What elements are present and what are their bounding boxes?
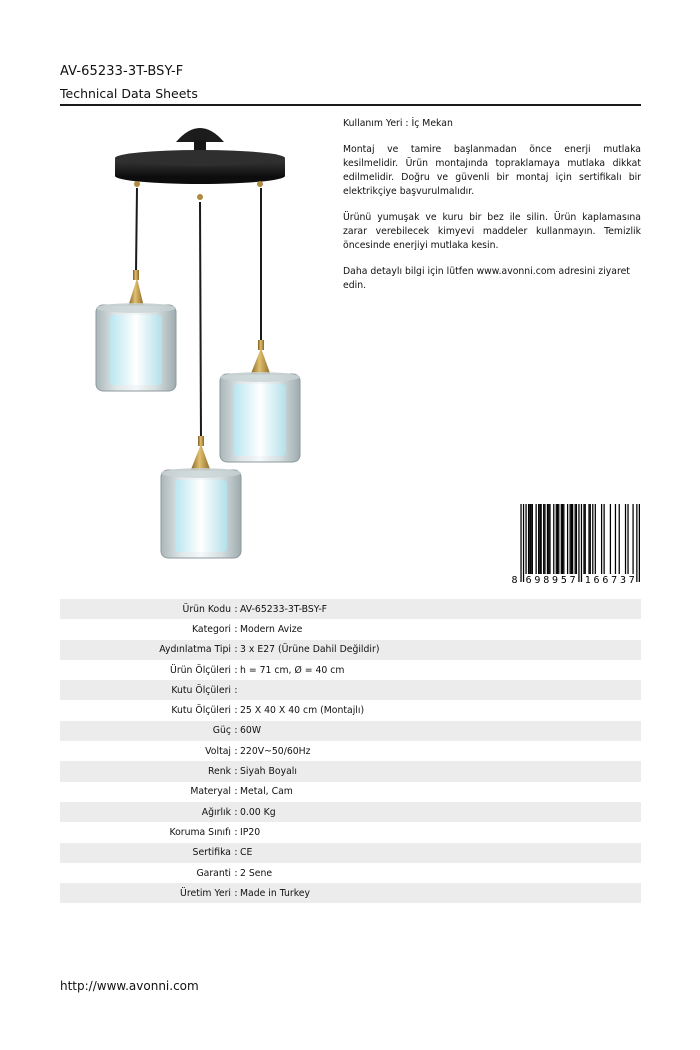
- barcode-bar: [625, 504, 626, 574]
- spec-label: Renk: [207, 766, 231, 778]
- barcode-digit: 3: [619, 575, 627, 584]
- barcode-bar: [571, 504, 572, 574]
- barcode-digit: 8: [511, 575, 518, 584]
- barcode-bar: [520, 504, 521, 582]
- spec-value: 2 Sene: [240, 867, 273, 879]
- spec-separator: :: [234, 684, 238, 696]
- barcode-bar: [549, 504, 550, 574]
- barcode-bar: [547, 504, 548, 574]
- chandelier-product-image: [60, 112, 345, 582]
- barcode-bar: [548, 504, 549, 574]
- spec-value: 0.00 Kg: [240, 806, 276, 818]
- barcode-digit: 8: [543, 575, 550, 584]
- spec-row: [60, 619, 641, 639]
- barcode-bar: [529, 504, 530, 574]
- barcode-bar: [627, 504, 628, 574]
- barcode-bar: [636, 504, 637, 582]
- barcode-bar: [543, 504, 544, 574]
- barcode-bar: [619, 504, 620, 574]
- barcode-bar: [532, 504, 533, 574]
- spec-label: Koruma Sınıfı: [169, 826, 231, 838]
- barcode-bar: [562, 504, 563, 574]
- footer-url: http://www.avonni.com: [60, 979, 199, 993]
- barcode-bar: [590, 504, 591, 574]
- barcode-bar: [567, 504, 568, 574]
- ean13-barcode: [510, 504, 640, 584]
- spec-label: Güç: [212, 725, 231, 737]
- document-header: [60, 64, 640, 101]
- spec-row: [60, 680, 641, 700]
- barcode-bar: [556, 504, 557, 574]
- spec-separator: :: [234, 766, 238, 778]
- spec-label: Kategori: [192, 623, 231, 635]
- spec-label: Ürün Kodu: [182, 603, 231, 615]
- spec-value: 25 X 40 X 40 cm (Montajlı): [240, 705, 365, 717]
- barcode-bar: [569, 504, 570, 574]
- spec-separator: :: [234, 644, 238, 656]
- barcode-bar: [578, 504, 579, 582]
- spec-label: Ağırlık: [201, 806, 231, 818]
- spec-label: Kutu Ölçüleri: [171, 684, 231, 696]
- spec-row: [60, 741, 641, 761]
- spec-separator: :: [234, 806, 238, 818]
- barcode-digit: 9: [534, 575, 541, 584]
- barcode-digit: 9: [552, 575, 559, 584]
- barcode-bar: [563, 504, 564, 574]
- spec-label: Sertifika: [192, 847, 231, 859]
- spec-value: AV-65233-3T-BSY-F: [240, 603, 328, 615]
- header-divider: [60, 104, 641, 106]
- barcode-bar: [601, 504, 602, 574]
- more-info-note: Daha detaylı bilgi için lütfen www.avonni.com adresini ziyaret edin.: [343, 266, 630, 291]
- spec-separator: :: [234, 887, 238, 899]
- spec-separator: :: [234, 786, 238, 798]
- barcode-bar: [575, 504, 576, 574]
- spec-row: [60, 883, 641, 903]
- spec-separator: :: [234, 745, 238, 757]
- spec-label: Garanti: [196, 867, 231, 879]
- usage-location: Kullanım Yeri : İç Mekan: [343, 118, 453, 129]
- spec-label: Kutu Ölçüleri: [171, 705, 231, 717]
- barcode-bar: [523, 504, 524, 582]
- barcode-bar: [595, 504, 596, 574]
- spec-value: 60W: [240, 725, 262, 737]
- spec-row: [60, 700, 641, 720]
- barcode-bar: [557, 504, 558, 574]
- barcode-bar: [541, 504, 542, 574]
- spec-separator: :: [234, 623, 238, 635]
- barcode-digit: 7: [628, 575, 635, 584]
- spec-value: Metal, Cam: [240, 786, 293, 798]
- spec-row: [60, 599, 641, 619]
- spec-value: 220V~50/60Hz: [240, 745, 311, 757]
- barcode-bar: [588, 504, 589, 574]
- spec-value: Modern Avize: [240, 623, 303, 635]
- barcode-digit: 6: [602, 575, 609, 584]
- barcode-bar: [576, 504, 577, 574]
- barcode-bar: [538, 504, 539, 574]
- barcode-bar: [632, 504, 633, 574]
- spec-label: Aydınlatma Tipi: [159, 644, 231, 656]
- spec-row: [60, 843, 641, 863]
- barcode-bar: [615, 504, 616, 574]
- barcode-bar: [592, 504, 593, 574]
- barcode-bar: [603, 504, 604, 574]
- spec-row: [60, 761, 641, 781]
- product-code-title: AV-65233-3T-BSY-F: [60, 64, 184, 79]
- spec-value: h = 71 cm, Ø = 40 cm: [240, 664, 345, 676]
- document-subtitle: Technical Data Sheets: [60, 86, 198, 101]
- barcode-bar: [539, 504, 540, 574]
- spec-row: [60, 822, 641, 842]
- spec-label: Voltaj: [205, 745, 231, 757]
- spec-row: [60, 782, 641, 802]
- barcode-digit: 5: [560, 575, 567, 584]
- barcode-digit: 6: [593, 575, 600, 584]
- barcode-digit: 1: [584, 575, 591, 584]
- barcode-bar: [525, 504, 526, 574]
- spec-separator: :: [234, 705, 238, 717]
- spec-row: [60, 660, 641, 680]
- spec-value: Made in Turkey: [240, 887, 310, 899]
- barcode-digit: 6: [525, 575, 532, 584]
- barcode-bar: [544, 504, 545, 574]
- spec-row: [60, 863, 641, 883]
- barcode-bar: [572, 504, 573, 574]
- barcode-bar: [581, 504, 582, 582]
- barcode-bar: [558, 504, 559, 574]
- spec-separator: :: [234, 847, 238, 859]
- barcode-digit: 7: [611, 575, 618, 584]
- spec-value: 3 x E27 (Ürüne Dahil Değildir): [240, 644, 380, 656]
- spec-row: [60, 802, 641, 822]
- installation-warning: Montaj ve tamire başlanmadan önce enerji mutlaka kesilmelidir. Ürün montajında topraklamaya mutlaka dikkat edilmelidir. Doğru ve güvenli bir montaj için sertifikalı bir elektrikçiye başvurulmalıdır.: [343, 144, 641, 197]
- spec-value: CE: [240, 847, 253, 859]
- barcode-bar: [583, 504, 584, 574]
- spec-separator: :: [234, 664, 238, 676]
- spec-label: Üretim Yeri: [180, 887, 231, 899]
- spec-row: [60, 640, 641, 660]
- barcode-bar: [553, 504, 554, 574]
- spec-value: Siyah Boyalı: [240, 766, 297, 778]
- spec-separator: :: [234, 603, 238, 615]
- spec-label: Materyal: [190, 786, 231, 798]
- spec-label: Ürün Ölçüleri: [170, 664, 231, 676]
- barcode-bar: [639, 504, 640, 582]
- barcode-bar: [530, 504, 531, 574]
- spec-row: [60, 721, 641, 741]
- barcode-digit: 7: [569, 575, 576, 584]
- spec-separator: :: [234, 725, 238, 737]
- barcode-bar: [610, 504, 611, 574]
- product-info-text: [343, 117, 641, 305]
- spec-table: [60, 599, 641, 903]
- spec-value: IP20: [240, 826, 261, 838]
- cleaning-instructions: Ürünü yumuşak ve kuru bir bez ile silin. Ürün kaplamasına zarar verebilecek kimyevi maddeler kullanmayın. Temizlik öncesinde enerjiyi mutlaka kesin.: [343, 212, 641, 251]
- barcode-bar: [585, 504, 586, 574]
- barcode-bar: [528, 504, 529, 574]
- spec-separator: :: [234, 867, 238, 879]
- spec-separator: :: [234, 826, 238, 838]
- barcode-bar: [536, 504, 537, 574]
- barcode-bar: [561, 504, 562, 574]
